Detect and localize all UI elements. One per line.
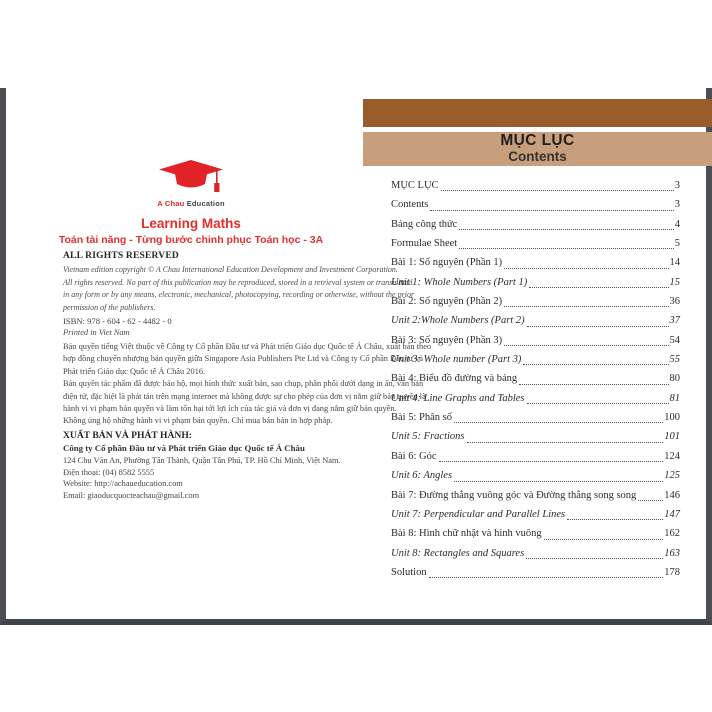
dot-leader <box>527 311 669 326</box>
toc-entry-label: Bài 7: Đường thẳng vuông góc và Đường thẳng song song <box>391 489 637 501</box>
toc-row <box>391 389 680 408</box>
publisher-contact-line: Điện thoại: (04) 8582 5555 <box>63 467 155 477</box>
copyright-line: Vietnam edition copyright © A Chau International Education Development and Investment Corporation. <box>63 265 398 274</box>
dot-leader <box>504 292 668 307</box>
copyright-line: in any form or by any means, electronic, mechanical, photocopying, recording or otherwise, without the prior <box>63 290 415 300</box>
toc-entry-label: Unit 1: Whole Numbers (Part 1) <box>391 276 528 288</box>
dot-leader <box>526 544 663 559</box>
toc-entry-page-number: 101 <box>664 431 680 443</box>
toc-row <box>391 486 680 505</box>
dot-leader <box>454 466 663 481</box>
toc-entry-page-number: 5 <box>674 238 680 250</box>
toc-row <box>391 505 680 524</box>
toc-row <box>391 176 680 195</box>
toc-entry-label: Unit 4: Line Graphs and Tables <box>391 392 525 404</box>
brand-name-dark: Education <box>186 199 225 208</box>
book-spread <box>0 88 712 625</box>
dot-leader <box>523 350 668 365</box>
toc-row <box>391 273 680 292</box>
notice-line: Không ủng hộ những hành vi vi phạm bản quyền. Chỉ mua bán bản in hợp pháp. <box>63 416 333 426</box>
printed-line: Printed in Viet Nam <box>63 328 130 337</box>
notice-line: hành vi vi phạm bản quyền và làm tổn hại tới lợi ích của tác giả và đơn vị đang nắm giữ bản quyền. <box>63 403 397 413</box>
toc-entry-label: Unit 2:Whole Numbers (Part 2) <box>391 315 525 327</box>
dot-leader <box>519 369 668 384</box>
toc-entry-page-number: 147 <box>664 508 680 520</box>
toc-entry-page-number: 4 <box>674 218 680 230</box>
notice-line: Bản quyền tác phẩm đã được bảo hộ, mọi hình thức xuất bản, sao chụp, phân phối dưới dạng in ấn, văn bản <box>63 379 424 389</box>
toc-entry-page-number: 37 <box>669 315 680 327</box>
toc-entry-page-number: 55 <box>669 354 680 366</box>
toc-entry-label: Bài 3: Số nguyên (Phần 3) <box>391 334 503 346</box>
toc-entry-label: Bài 6: Góc <box>391 450 437 462</box>
toc-entry-page-number: 14 <box>669 257 680 269</box>
toc-row <box>391 311 680 330</box>
dot-leader <box>429 563 664 578</box>
toc-entry-label: Bài 8: Hình chữ nhật và hình vuông <box>391 528 542 540</box>
notice-line: Bản quyền tiếng Việt thuộc về Công ty Cổ phần Đầu tư và Phát triển Giáo dục Quốc tế Á Châu, xuất bản theo <box>63 342 432 351</box>
toc-entry-page-number: 15 <box>669 276 680 288</box>
publisher-heading: XUẤT BẢN VÀ PHÁT HÀNH: <box>63 430 192 441</box>
toc-entry-label: Bài 4: Biểu đồ đường và bảng <box>391 373 518 385</box>
toc-entry-page-number: 80 <box>669 373 680 385</box>
toc-entry-label: Unit 8: Rectangles and Squares <box>391 547 525 559</box>
dot-leader <box>459 215 673 230</box>
dot-leader <box>439 447 664 462</box>
dot-leader <box>430 195 673 210</box>
dot-leader <box>638 486 663 501</box>
toc-entry-page-number: 54 <box>669 334 680 346</box>
toc-row <box>391 466 680 485</box>
toc-entry-label: Unit 5: Fractions <box>391 431 465 443</box>
toc-row <box>391 253 680 272</box>
dot-leader <box>441 176 674 191</box>
book-subtitle: Toán tài năng - Từng bước chinh phục Toán học - 3A <box>58 234 324 246</box>
toc-entry-label: Bài 5: Phân số <box>391 412 452 424</box>
notice-line: Phát triển Giáo dục Quốc tế Á Châu 2016. <box>63 366 206 376</box>
dot-leader <box>529 273 668 288</box>
rights-heading: ALL RIGHTS RESERVED <box>63 251 179 261</box>
publisher-contact-line: Website: http://achaueducation.com <box>63 479 183 489</box>
toc-entry-label: Formulae Sheet <box>391 238 458 250</box>
toc-entry-label: Solution <box>391 566 427 578</box>
toc-entry-label: Bảng công thức <box>391 218 458 230</box>
toc-row <box>391 544 680 563</box>
publisher-name: Công ty Cổ phần Đầu tư và Phát triển Giáo dục Quốc tế Á Châu <box>63 443 305 453</box>
contents-title-en: Contents <box>508 149 567 164</box>
left-page-header <box>26 160 356 246</box>
toc-row <box>391 447 680 466</box>
toc-entry-page-number: 81 <box>669 392 680 404</box>
dot-leader <box>504 253 668 268</box>
dot-leader <box>544 524 664 539</box>
toc-row <box>391 292 680 311</box>
dot-leader <box>504 331 668 346</box>
toc-entry-label: Unit 6: Angles <box>391 470 453 482</box>
toc-entry-page-number: 124 <box>664 450 680 462</box>
toc-row <box>391 331 680 350</box>
toc-entry-label: Contents <box>391 199 429 211</box>
toc-entry-page-number: 163 <box>664 547 680 559</box>
notice-line: hợp đồng chuyển nhượng bản quyền giữa Singapore Asia Publishers Pte Ltd và Công ty Cổ phần Đầu tư và <box>63 354 423 364</box>
header-accent-bar <box>363 99 712 127</box>
graduation-cap-icon <box>157 160 225 198</box>
toc-row <box>391 195 680 214</box>
notice-line: điện tử, đặc biệt là phát tán trên mạng internet mà không được sự cho phép của đơn vị nắm giữ bản quyền là <box>63 391 426 401</box>
brand-wordmark <box>26 199 356 208</box>
brand-name-red: A Chau <box>157 199 185 208</box>
copyright-block <box>63 264 415 314</box>
toc-entry-page-number: 125 <box>664 470 680 482</box>
contents-header-bar <box>363 132 712 166</box>
dot-leader <box>467 427 664 442</box>
toc-row <box>391 524 680 543</box>
copyright-line: permission of the publishers. <box>63 302 156 312</box>
toc-row <box>391 563 680 582</box>
isbn-line: ISBN: 978 - 604 - 62 - 4482 - 0 <box>63 316 172 326</box>
toc-row <box>391 350 680 369</box>
publisher-contact-block <box>63 455 341 502</box>
toc-entry-page-number: 178 <box>664 566 680 578</box>
toc-entry-label: Unit 7: Perpendicular and Parallel Lines <box>391 508 566 520</box>
table-of-contents <box>391 176 680 582</box>
publisher-contact-line: Email: giaoducquocteachau@gmail.com <box>63 491 200 501</box>
toc-row <box>391 408 680 427</box>
toc-row <box>391 427 680 446</box>
toc-entry-label: Unit 3: Whole number (Part 3) <box>391 354 522 366</box>
toc-entry-label: Bài 1: Số nguyên (Phần 1) <box>391 257 503 269</box>
toc-entry-page-number: 3 <box>674 199 680 211</box>
publisher-contact-line: 124 Chu Văn An, Phường Tân Thành, Quận Tân Phú, TP. Hồ Chí Minh, Việt Nam. <box>63 456 341 465</box>
toc-row <box>391 369 680 388</box>
toc-entry-page-number: 3 <box>674 180 680 191</box>
dot-leader <box>454 408 663 423</box>
toc-entry-page-number: 100 <box>664 412 680 424</box>
book-title: Learning Maths <box>141 216 241 231</box>
contents-title-vi: MỤC LỤC <box>500 132 575 149</box>
toc-row <box>391 234 680 253</box>
copyright-line: All rights reserved. No part of this publication may be reproduced, stored in a retrieval system or transmitted <box>63 277 413 287</box>
toc-entry-page-number: 36 <box>669 296 680 308</box>
dot-leader <box>567 505 663 520</box>
toc-entry-label: MỤC LỤC <box>391 180 439 191</box>
toc-entry-label: Bài 2: Số nguyên (Phần 2) <box>391 296 503 308</box>
dot-leader <box>459 234 674 249</box>
toc-row <box>391 215 680 234</box>
toc-entry-page-number: 162 <box>664 528 680 540</box>
toc-entry-page-number: 146 <box>664 489 680 501</box>
dot-leader <box>527 389 669 404</box>
